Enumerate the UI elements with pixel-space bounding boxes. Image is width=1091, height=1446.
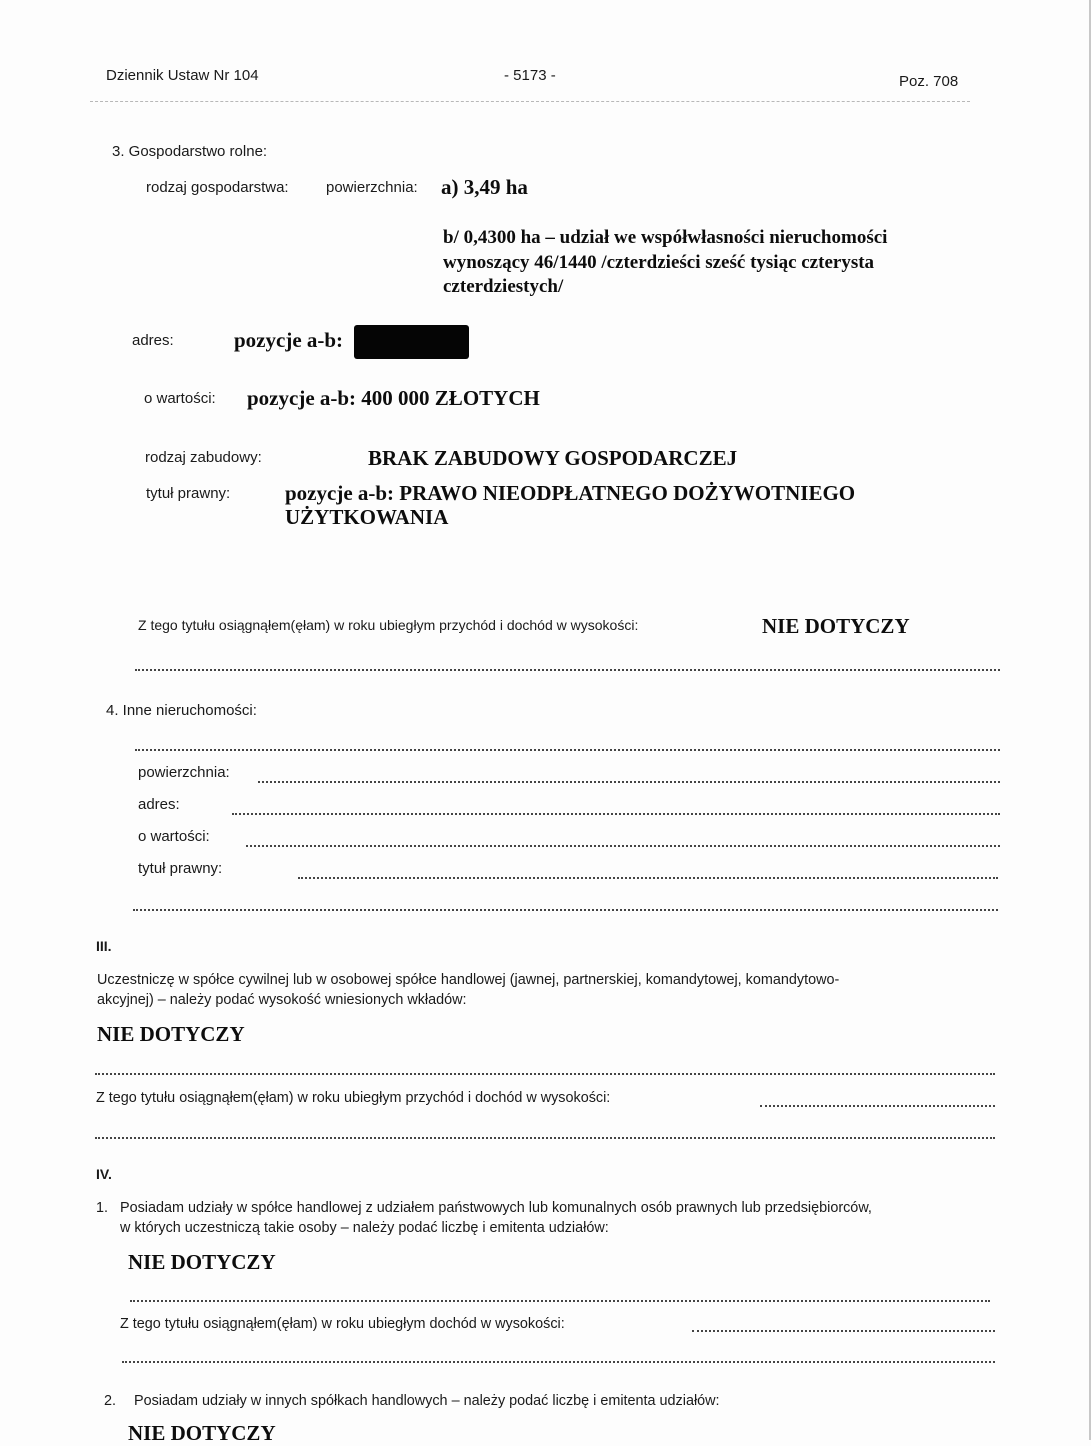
section-iv-numeral: IV. <box>96 1166 112 1182</box>
farm-area-b-line3: czterdziestych/ <box>443 276 564 297</box>
header-scan-line <box>90 101 970 102</box>
section-iv-item1-line2: w których uczestniczą takie osoby – należy podać liczbę i emitenta udziałów: <box>120 1220 609 1236</box>
farm-title-value-line1: pozycje a-b: PRAWO NIEODPŁATNEGO DOŻYWOTNIEGO <box>285 481 856 505</box>
other-property-dotted-line-2 <box>133 909 998 911</box>
farm-heading: 3. Gospodarstwo rolne: <box>112 143 268 160</box>
section-iii-income-dots <box>760 1105 995 1107</box>
section-iv-item2-answer: NIE DOTYCZY <box>128 1421 276 1445</box>
farm-area-b-line2: wynoszący 46/1440 /czterdzieści sześć tysiąc czterysta <box>443 252 875 273</box>
journal-title: Dziennik Ustaw Nr 104 <box>106 67 259 84</box>
farm-dotted-line <box>135 669 1000 671</box>
other-address-label: adres: <box>138 796 180 813</box>
farm-type-label: rodzaj gospodarstwa: <box>146 179 289 196</box>
farm-value-value: pozycje a-b: 400 000 ZŁOTYCH <box>247 386 540 410</box>
other-title-label: tytuł prawny: <box>138 860 223 877</box>
farm-title-value-line2: UŻYTKOWANIA <box>285 505 449 529</box>
section-iv-item1-line1: Posiadam udziały w spółce handlowej z udziałem państwowych lub komunalnych osób prawnych lub przedsiębiorców, <box>120 1200 872 1216</box>
other-title-dots <box>298 877 998 879</box>
farm-buildings-value: BRAK ZABUDOWY GOSPODARCZEJ <box>368 446 738 470</box>
section-iii-dotted-line-1 <box>95 1073 995 1075</box>
other-area-label: powierzchnia: <box>138 764 230 781</box>
other-property-heading: 4. Inne nieruchomości: <box>106 702 257 719</box>
section-iii-text-line1: Uczestniczę w spółce cywilnej lub w osobowej spółce handlowej (jawnej, partnerskiej, komandytowej, komandytowo- <box>97 972 840 988</box>
section-iii-text-line2: akcyjnej) – należy podać wysokość wniesionych wkładów: <box>97 992 467 1008</box>
farm-address-label: adres: <box>132 332 174 349</box>
farm-income-value: NIE DOTYCZY <box>762 614 910 638</box>
redaction-box <box>354 325 469 359</box>
section-iv-item1-income-label: Z tego tytułu osiągnąłem(ęłam) w roku ubiegłym dochód w wysokości: <box>120 1316 565 1332</box>
section-iv-item1-answer: NIE DOTYCZY <box>128 1250 276 1274</box>
other-property-dotted-line-1 <box>135 749 1000 751</box>
position-number: Poz. 708 <box>899 73 959 90</box>
farm-buildings-label: rodzaj zabudowy: <box>145 449 262 466</box>
other-value-dots <box>246 845 1000 847</box>
other-area-dots <box>258 781 1000 783</box>
section-iv-item1-income-dots <box>692 1330 995 1332</box>
section-iv-item1-dotted-line-1 <box>130 1300 990 1302</box>
other-value-label: o wartości: <box>138 828 210 845</box>
section-iv-item1-dotted-line-2 <box>122 1361 995 1363</box>
farm-area-b-line1: b/ 0,4300 ha – udział we współwłasności nieruchomości <box>443 227 888 248</box>
farm-value-label: o wartości: <box>144 390 216 407</box>
farm-income-label: Z tego tytułu osiągnąłem(ęłam) w roku ubiegłym przychód i dochód w wysokości: <box>138 617 639 633</box>
section-iii-numeral: III. <box>96 938 112 954</box>
farm-area-label: powierzchnia: <box>326 179 418 196</box>
farm-area-a: a) 3,49 ha <box>441 175 528 199</box>
section-iv-item1-number: 1. <box>96 1200 109 1216</box>
section-iv-item2-number: 2. <box>104 1393 117 1409</box>
page-number: - 5173 - <box>504 67 556 84</box>
section-iv-item2-text: Posiadam udziały w innych spółkach handlowych – należy podać liczbę i emitenta udziałów: <box>134 1393 720 1409</box>
section-iii-answer: NIE DOTYCZY <box>97 1022 245 1046</box>
section-iii-income-label: Z tego tytułu osiągnąłem(ęłam) w roku ubiegłym przychód i dochód w wysokości: <box>96 1090 611 1106</box>
other-address-dots <box>232 813 1000 815</box>
farm-title-label: tytuł prawny: <box>146 485 231 502</box>
farm-address-value: pozycje a-b: <box>234 328 344 352</box>
section-iii-dotted-line-2 <box>95 1137 995 1139</box>
